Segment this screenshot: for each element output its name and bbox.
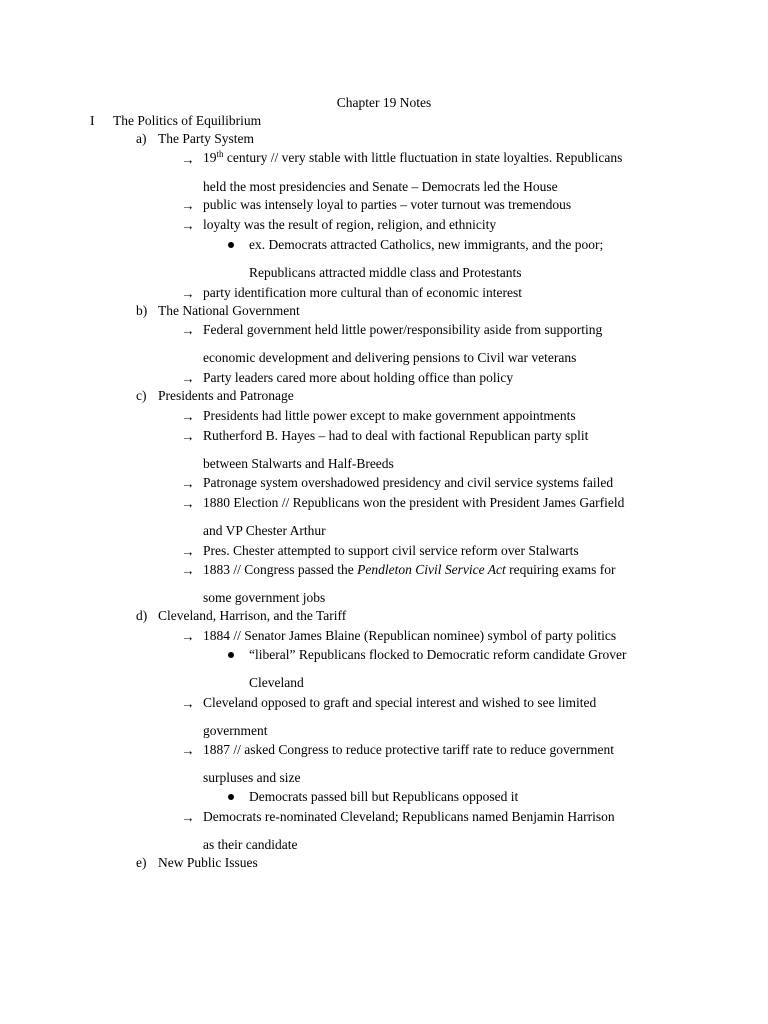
sub-bullet-text: ex. Democrats attracted Catholics, new immigrants, and the poor; <box>249 237 604 252</box>
bullet-text: loyalty was the result of region, religion, and ethnicity <box>203 217 497 232</box>
arrow-icon: → <box>181 496 195 511</box>
bullet-dot-icon <box>228 794 234 800</box>
subsection-a-heading: The Party System <box>158 131 254 146</box>
page-title: Chapter 19 Notes <box>336 95 432 110</box>
bullet-text: Presidents had little power except to make government appointments <box>203 408 576 423</box>
arrow-icon: → <box>181 218 195 233</box>
subsection-e-heading: New Public Issues <box>158 855 258 870</box>
bullet-text: public was intensely loyal to parties – voter turnout was tremendous <box>203 197 572 212</box>
arrow-icon: → <box>181 371 195 386</box>
arrow-icon: → <box>181 810 195 825</box>
bullet-text: party identification more cultural than of economic interest <box>203 285 523 300</box>
sub-bullet-text: Democrats passed bill but Republicans opposed it <box>249 789 519 804</box>
bullet-text: 1884 // Senator James Blaine (Republican nominee) symbol of party politics <box>203 628 617 643</box>
subsection-b-letter: b) <box>136 303 148 318</box>
section-numeral: I <box>90 113 95 128</box>
bullet-text-continued: between Stalwarts and Half-Breeds <box>203 456 394 471</box>
arrow-icon: → <box>181 323 195 338</box>
section-heading: The Politics of Equilibrium <box>113 113 262 128</box>
arrow-icon: → <box>181 743 195 758</box>
arrow-icon: → <box>181 286 195 301</box>
arrow-icon: → <box>181 563 195 578</box>
subsection-e-letter: e) <box>136 855 147 870</box>
bullet-text-continued: and VP Chester Arthur <box>203 523 326 538</box>
bullet-dot-icon <box>228 242 234 248</box>
bullet-text: Democrats re-nominated Cleveland; Republicans named Benjamin Harrison <box>203 809 615 824</box>
subsection-c-letter: c) <box>136 388 147 403</box>
bullet-text: 1880 Election // Republicans won the president with President James Garfield <box>203 495 625 510</box>
bullet-text: Pres. Chester attempted to support civil service reform over Stalwarts <box>203 543 579 558</box>
subsection-c-heading: Presidents and Patronage <box>158 388 294 403</box>
bullet-text: Cleveland opposed to graft and special interest and wished to see limited <box>203 695 597 710</box>
arrow-icon: → <box>181 629 195 644</box>
bullet-text-continued: surpluses and size <box>203 770 301 785</box>
bullet-text: Rutherford B. Hayes – had to deal with factional Republican party split <box>203 428 589 443</box>
sub-bullet-text-continued: Republicans attracted middle class and Protestants <box>249 265 522 280</box>
bullet-text-continued: held the most presidencies and Senate – Democrats led the House <box>203 179 558 194</box>
arrow-icon: → <box>181 544 195 559</box>
bullet-text-continued: government <box>203 723 268 738</box>
bullet-text-continued: some government jobs <box>203 590 326 605</box>
subsection-d-heading: Cleveland, Harrison, and the Tariff <box>158 608 347 623</box>
bullet-text: 19th century // very stable with little fluctuation in state loyalties. Republicans <box>203 149 623 165</box>
subsection-a-letter: a) <box>136 131 147 146</box>
arrow-icon: → <box>181 476 195 491</box>
bullet-text-continued: economic development and delivering pensions to Civil war veterans <box>203 350 577 365</box>
sub-bullet-text: “liberal” Republicans flocked to Democratic reform candidate Grover <box>249 647 627 662</box>
bullet-text-continued: as their candidate <box>203 837 298 852</box>
bullet-text: 1887 // asked Congress to reduce protective tariff rate to reduce government <box>203 742 614 757</box>
act-title: Pendleton Civil Service Act <box>357 562 506 577</box>
subsection-b-heading: The National Government <box>158 303 300 318</box>
arrow-icon: → <box>181 198 195 213</box>
sub-bullet-text-continued: Cleveland <box>249 675 304 690</box>
bullet-dot-icon <box>228 652 234 658</box>
bullet-text: Party leaders cared more about holding office than policy <box>203 370 514 385</box>
bullet-text: Federal government held little power/responsibility aside from supporting <box>203 322 603 337</box>
subsection-d-letter: d) <box>136 608 148 623</box>
arrow-icon: → <box>181 429 195 444</box>
arrow-icon: → <box>181 152 195 167</box>
bullet-text: Patronage system overshadowed presidency and civil service systems failed <box>203 475 614 490</box>
bullet-text: 1883 // Congress passed the Pendleton Civil Service Act requiring exams for <box>203 562 616 577</box>
arrow-icon: → <box>181 409 195 424</box>
arrow-icon: → <box>181 696 195 711</box>
